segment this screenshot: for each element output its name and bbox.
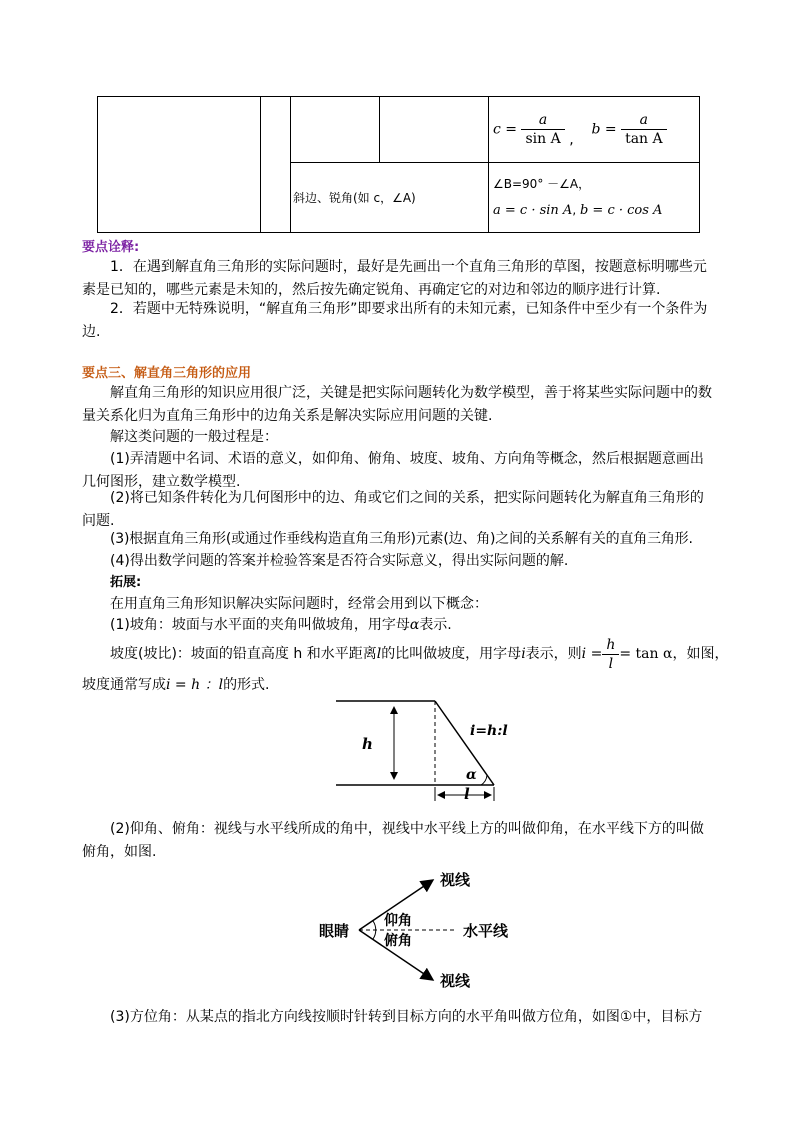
elevation-angle-label: 仰角	[384, 913, 412, 929]
gradient-text-1: 坡度(坡比)：坡面的铅直高度 h 和水平距离	[110, 646, 377, 662]
formula-b-eq: b =	[591, 121, 617, 138]
slope-height-label: h	[362, 735, 373, 753]
fraction-a-over-tanA	[621, 111, 667, 148]
extension-intro: 在用直角三角形知识解决实际问题时，经常会用到以下概念：	[110, 596, 488, 612]
alpha-arc	[481, 775, 487, 785]
concept-bearing: (3)方位角：从某点的指北方向线按顺时针转到目标方向的水平角叫做方位角，如图①中，目标方	[110, 1009, 703, 1025]
formula-table	[97, 96, 700, 233]
slope-l-label: l	[464, 785, 470, 803]
concept-gradient	[110, 634, 728, 674]
i-symbol: i	[521, 646, 526, 662]
step-2: (2)将已知条件转化为几何图形中的边、角或它们之间的关系，把实际问题转化为解直角三角形的问题.	[82, 490, 704, 529]
alpha-symbol: α	[409, 617, 420, 633]
step-3: (3)根据直角三角形(或通过作垂线构造直角三角形)元素(边、角)之间的关系解有关的直角三角形.	[110, 531, 693, 547]
fraction-numerator: h	[602, 636, 619, 655]
formula-tan-alpha: = tan α	[619, 646, 673, 662]
table-cell-empty-1	[98, 97, 261, 233]
table-cell-formula-angle	[489, 163, 700, 233]
table-cell-empty-2	[261, 97, 291, 233]
horizontal-line-label: 水平线	[463, 922, 509, 940]
l-symbol: l	[376, 646, 382, 662]
gradient-text-3: 表示，则	[525, 646, 582, 662]
step-1: (1)弄清题中名词、术语的意义，如仰角、俯角、坡度、坡角、方向角等概念，然后根据题意画出几何图形，建立数学模型.	[82, 451, 704, 490]
comma: ,	[569, 131, 574, 148]
gradient-text-2: 的比叫做坡度，用字母	[381, 646, 522, 662]
sight-line-top-label: 视线	[440, 871, 471, 889]
fraction-numerator: a	[521, 111, 564, 130]
formula-i-eq: i =	[581, 646, 603, 662]
slope-edge	[435, 701, 494, 785]
section-paragraph-2: 解这类问题的一般过程是：	[110, 429, 278, 445]
gradient-form-tail: 的形式.	[223, 677, 270, 693]
slope-alpha-label: α	[466, 767, 477, 783]
depression-angle-label: 俯角	[384, 933, 412, 949]
table-cell-empty-4	[380, 97, 489, 163]
formula-b: b = c · cos A	[579, 203, 663, 218]
section-heading: 要点三、解直角三角形的应用	[82, 366, 252, 381]
fraction-denominator: l	[608, 655, 614, 672]
sight-line-bottom-label: 视线	[440, 972, 471, 990]
eye-label: 眼睛	[319, 922, 350, 940]
concept-slope-angle-tail: 表示.	[419, 617, 452, 633]
formula-c-eq: c =	[493, 121, 518, 138]
formula-i-h-l: i = h ：l	[166, 677, 224, 693]
notes-paragraph-2: 2．若题中无特殊说明，“解直角三角形”即要求出所有的未知元素，已知条件中至少有一个条件为边.	[82, 301, 708, 340]
slope-figure	[330, 695, 510, 803]
formula-angle-B: ∠B=90° －∠A，	[493, 177, 591, 191]
fraction-numerator: a	[621, 111, 667, 130]
formula-a: a = c · sin A	[493, 203, 573, 218]
concept-slope-angle	[110, 614, 452, 634]
concept-elevation: (2)仰角、俯角：视线与水平线所成的角中，视线中水平线上方的叫做仰角，在水平线下方的叫做俯角，如图.	[82, 821, 704, 860]
gradient-form-text: 坡度通常写成	[82, 677, 166, 693]
fraction-denominator: sin A	[525, 131, 561, 147]
concept-gradient-form	[82, 674, 270, 694]
notes-paragraph-1: 1．在遇到解直角三角形的实际问题时，最好是先画出一个直角三角形的草图，按题意标明哪些元素是已知的，哪些元素是未知的，然后按先确定锐角、再确定它的对边和邻边的顺序进行计算.	[82, 259, 707, 298]
step-4: (4)得出数学问题的答案并检验答案是否符合实际意义，得出实际问题的解.	[110, 553, 569, 569]
slope-ratio-label: i=h:l	[470, 723, 508, 739]
section-paragraph-1: 解直角三角形的知识应用很广泛，关键是把实际问题转化为数学模型，善于将某些实际问题中的数量关系化归为直角三角形中的边角关系是解决实际应用问题的关键.	[82, 385, 712, 424]
table-cell-empty-3	[291, 97, 380, 163]
notes-heading: 要点诠释:	[82, 240, 140, 255]
concept-slope-angle-text: (1)坡角：坡面与水平面的夹角叫做坡角，用字母	[110, 617, 410, 633]
fraction-h-over-l	[602, 636, 619, 673]
table-cell-given: 斜边、锐角(如 c，∠A)	[291, 163, 489, 233]
fraction-denominator: tan A	[625, 131, 663, 147]
formula-a-b	[493, 197, 699, 224]
table-cell-formula-c-b	[489, 97, 700, 163]
comma: ,	[572, 203, 577, 217]
gradient-text-end: ，如图，	[672, 646, 729, 662]
extension-heading: 拓展:	[110, 575, 142, 590]
fraction-a-over-sinA	[521, 111, 564, 148]
